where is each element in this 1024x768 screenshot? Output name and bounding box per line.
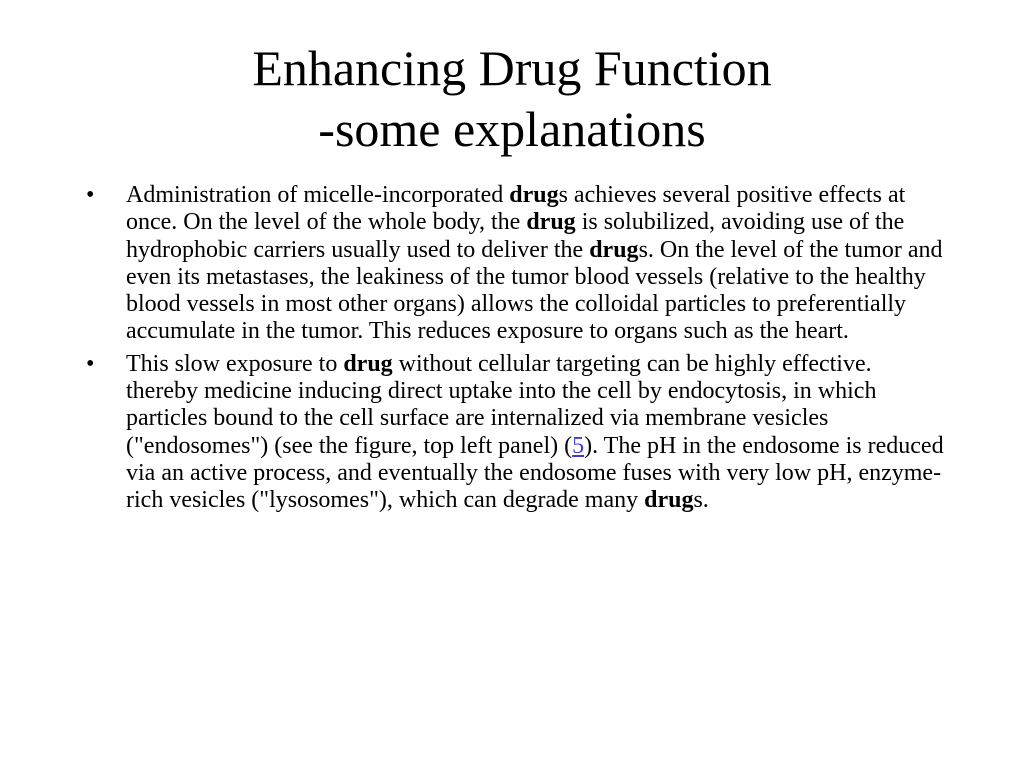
text-segment: s achieves several positive effects at once. On the level of the whole body, the <box>126 182 906 236</box>
reference-link[interactable]: 5 <box>572 432 585 459</box>
bullet-icon: • <box>86 350 95 377</box>
text-segment: s. On the level of the tumor and even its metastases, the leakiness of the tumor blood vessels (relative to the healthy blood vessels in most other organs) allows the colloidal particles to preferentially accumulate in the tumor. This reduces exposure to organs such as the heart. <box>126 236 943 345</box>
bullet-item <box>86 350 946 515</box>
bullet-icon: • <box>86 182 95 208</box>
title-line-2: -some explanations <box>318 101 706 157</box>
text-segment: without cellular targeting can be highly effective. thereby medicine inducing direct uptake into the cell by endocytosis, in which particles bound to the cell surface are internalized via membrane vesicles ("endosomes") (see the figure, top left panel) ( <box>126 350 877 459</box>
bold-term: drug <box>509 182 559 208</box>
text-segment: s. <box>693 487 709 514</box>
bullet-list <box>86 182 946 520</box>
text-segment: Administration of micelle-incorporated <box>126 182 510 208</box>
bullet-text <box>126 351 944 513</box>
bold-term: drug <box>644 487 694 514</box>
bold-term: drug <box>343 350 393 377</box>
bold-term: drug <box>526 209 576 236</box>
title-line-1: Enhancing Drug Function <box>252 40 772 96</box>
text-segment: This slow exposure to <box>126 350 344 377</box>
text-segment: is solubilized, avoiding use of the hydrophobic carriers usually used to deliver the <box>126 209 905 263</box>
bold-term: drug <box>589 236 639 263</box>
slide-title <box>0 38 1024 160</box>
text-segment: ). The pH in the endosome is reduced via an active process, and eventually the endosome fuses with very low pH, enzyme-rich vesicles ("lysosomes"), which can degrade many <box>126 432 944 514</box>
bullet-text <box>126 182 943 344</box>
bullet-item <box>86 182 946 346</box>
